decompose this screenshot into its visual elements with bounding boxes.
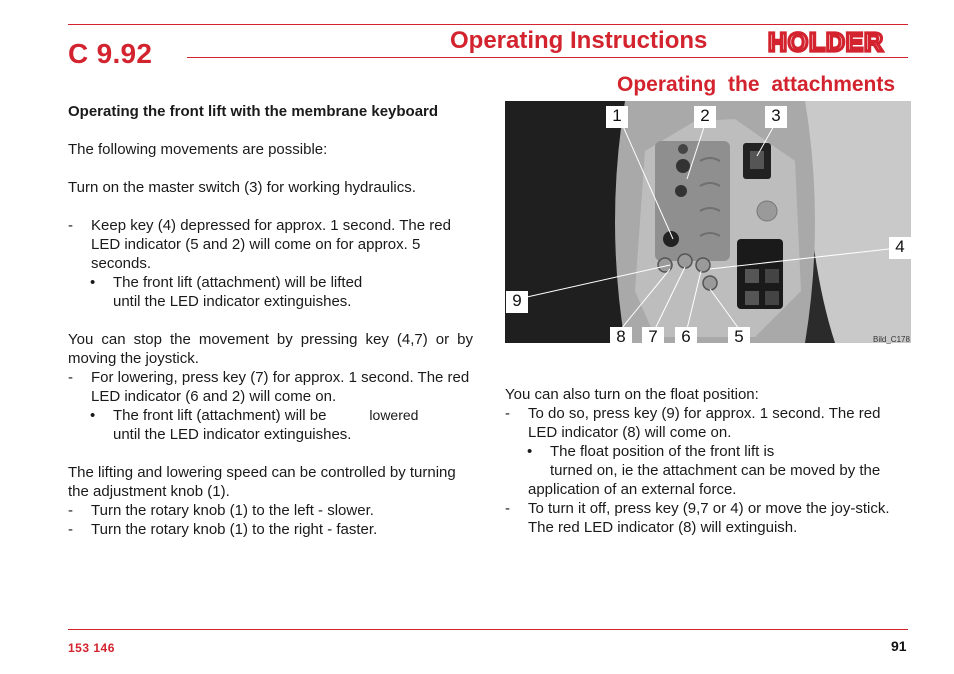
callout-label: 6 <box>675 327 697 343</box>
float-intro-text: You can also turn on the float position: <box>505 386 759 403</box>
callout-label: 9 <box>506 291 528 313</box>
keyboard-illustration <box>505 101 911 343</box>
callout-label: 1 <box>606 106 628 128</box>
dash-marker: - <box>68 502 73 519</box>
dash-marker: - <box>505 500 510 517</box>
figure-caption: Bild_C178 <box>873 335 910 344</box>
raise-step <box>68 216 473 273</box>
lower-step-text: For lowering, press key (7) for approx. 1 second. The red LED indicator (6 and 2) will come on. <box>91 369 470 405</box>
callout-label: 7 <box>642 327 664 343</box>
header-top-rule <box>68 24 908 25</box>
callout-label: 3 <box>765 106 787 128</box>
callout-label: 5 <box>728 327 750 343</box>
dash-marker: - <box>505 405 510 422</box>
lowered-word: lowered <box>369 407 419 423</box>
bullet-marker: • <box>527 443 533 460</box>
right-column <box>505 385 909 537</box>
lower-step <box>68 368 473 406</box>
bullet-marker: • <box>90 274 96 291</box>
holder-logo <box>751 30 901 54</box>
intro-text: The following movements are possible: <box>68 141 328 158</box>
master-switch-text: Turn on the master switch (3) for working hydraulics. <box>68 179 416 196</box>
lower-result <box>68 406 473 425</box>
raise-result-text: The front lift (attachment) will be lifted <box>113 274 363 291</box>
left-column <box>68 102 473 539</box>
faster-step <box>68 520 473 539</box>
page-number: 91 <box>891 638 907 654</box>
dash-marker: - <box>68 217 73 234</box>
float-step-text: To do so, press key (9) for approx. 1 second. The red LED indicator (8) will come on. <box>528 405 881 441</box>
float-result-text: The float position of the front lift is <box>550 443 775 460</box>
header-title: Operating Instructions <box>450 27 708 54</box>
dash-marker: - <box>68 521 73 538</box>
float-step <box>505 404 909 442</box>
callout-label: 2 <box>694 106 716 128</box>
float-result-continued-2: application of an external force. <box>528 481 737 498</box>
slower-step <box>68 501 473 520</box>
subsection-heading: Operating the front lift with the membrane keyboard <box>68 103 439 120</box>
header-mid-rule <box>187 57 908 58</box>
document-number: 153 146 <box>68 641 115 655</box>
raise-step-text: Keep key (4) depressed for approx. 1 second. The red LED indicator (5 and 2) will come on for approx. 5 seconds. <box>91 217 451 272</box>
callout-label: 8 <box>610 327 632 343</box>
raise-result-continued: until the LED indicator extinguishes. <box>113 293 352 310</box>
chapter-number: C 9.92 <box>68 38 153 69</box>
dash-marker: - <box>68 369 73 386</box>
speed-text: The lifting and lowering speed can be controlled by turning the adjustment knob (1). <box>68 464 456 500</box>
logo-lettering: HOLDER <box>768 30 884 54</box>
slower-step-text: Turn the rotary knob (1) to the left - slower. <box>91 502 374 519</box>
float-result <box>505 442 909 461</box>
float-result-continued: turned on, ie the attachment can be moved by the <box>550 462 881 479</box>
bullet-marker: • <box>90 407 96 424</box>
float-off-step-text: To turn it off, press key (9,7 or 4) or move the joy-stick. The red LED indicator (8) will extinguish. <box>528 500 890 536</box>
lower-result-continued: until the LED indicator extinguishes. <box>113 426 352 443</box>
membrane-keyboard-photo <box>505 101 911 343</box>
lower-result-text: The front lift (attachment) will be <box>113 407 327 424</box>
raise-result <box>68 273 473 292</box>
callout-label: 4 <box>889 237 911 259</box>
footer-rule <box>68 629 908 630</box>
stop-text: You can stop the movement by pressing key (4,7) or by moving the joystick. <box>68 331 473 367</box>
float-off-step <box>505 499 909 537</box>
section-title: Operating the attachments <box>617 73 896 96</box>
faster-step-text: Turn the rotary knob (1) to the right - faster. <box>91 521 378 538</box>
